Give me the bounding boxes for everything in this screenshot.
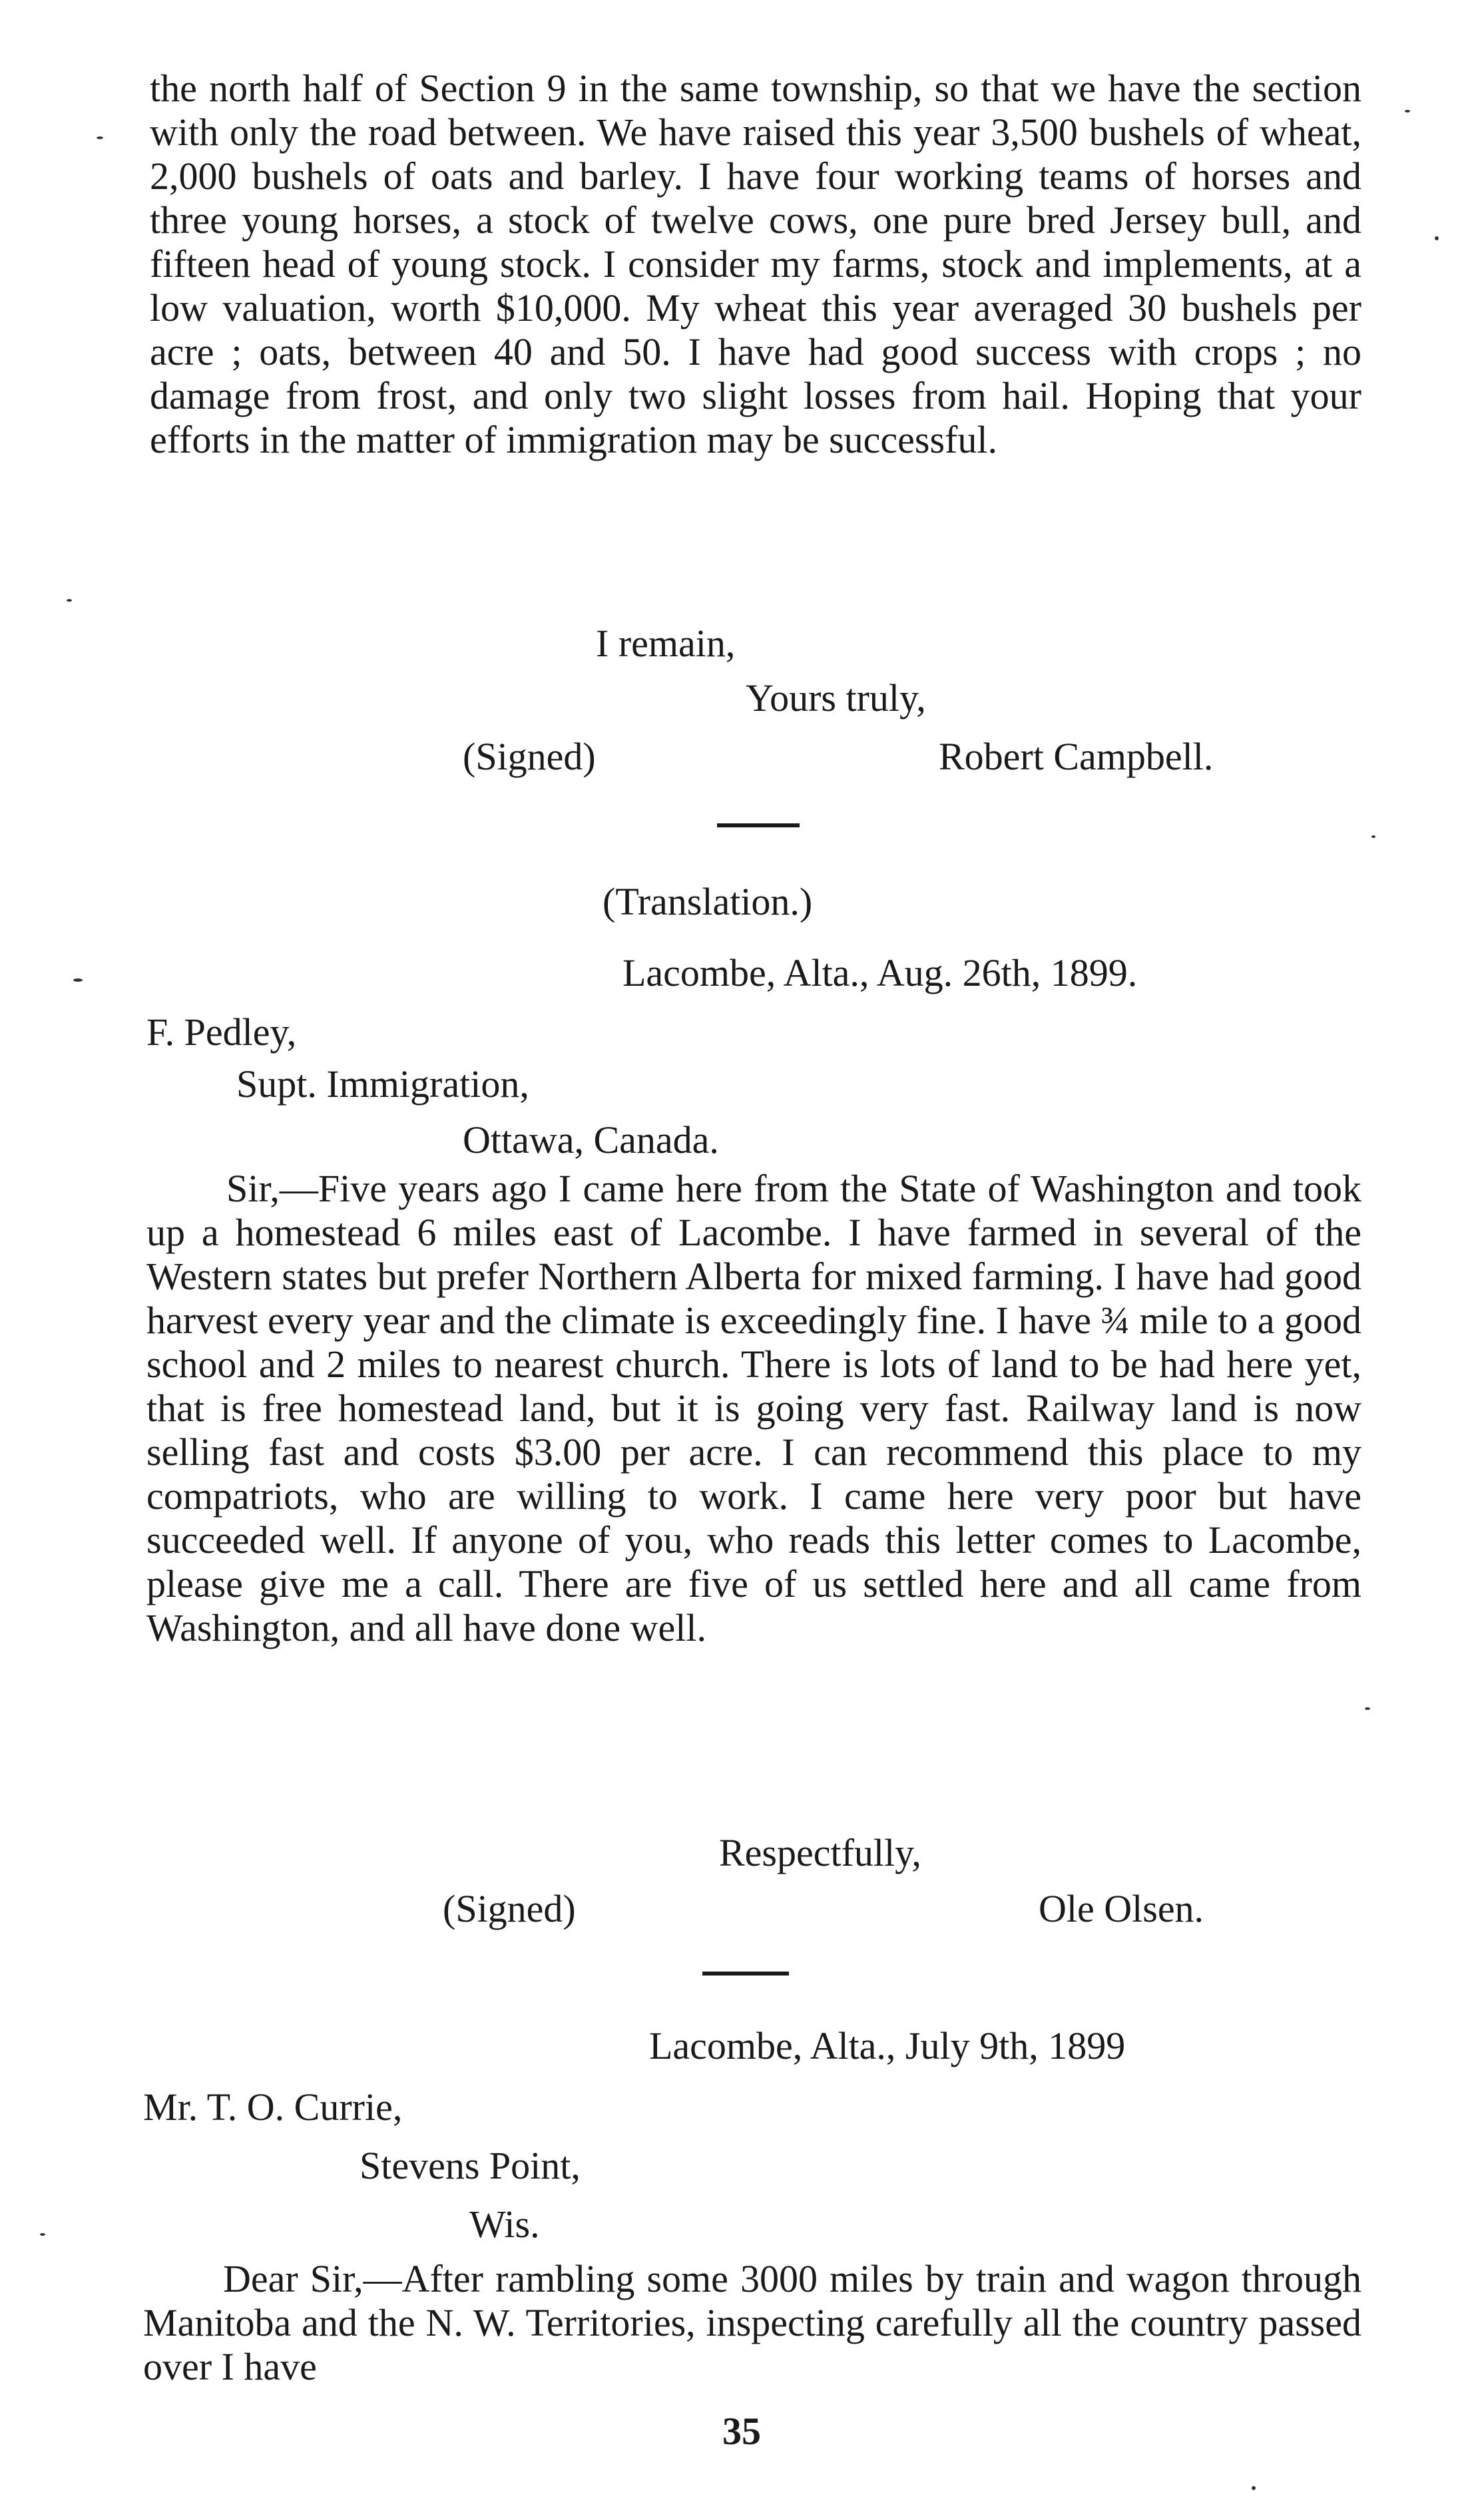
letter1-body: the north half of Section 9 in the same township, so that we have the section with only the road between. We have raised this year 3,500 bushels of wheat, 2,000 bushels of oats and barley. I have four working teams of horses and three young horses, a stock of twelve cows, one pure bred Jersey bull, and fifteen head of young stock. I consider my farms, stock and implements, at a low valuation, worth $10,000. My wheat this year averaged 30 bushels per acre ; oats, between 40 and 50. I have had good success with crops ; no damage from frost, and only two slight losses from hail. Hoping that your efforts in the matter of immigration may be successful.	[150, 67, 1361, 461]
scan-speck	[1371, 835, 1375, 838]
scan-speck	[73, 978, 83, 982]
letter3-address-line1: Stevens Point,	[360, 2144, 581, 2187]
letter2-address-line1: Supt. Immigration,	[236, 1062, 529, 1106]
letter2-valediction: Respectfully,	[719, 1831, 921, 1874]
scan-speck	[1252, 2486, 1256, 2490]
letter2-addressee: F. Pedley,	[146, 1010, 297, 1054]
letter2-translation-note: (Translation.)	[603, 880, 813, 923]
letter1-valediction: Yours truly,	[746, 676, 926, 720]
letter3-addressee: Mr. T. O. Currie,	[143, 2085, 403, 2129]
letter2-body: Sir,—Five years ago I came here from the State of Washington and took up a homestead 6 miles east of Lacombe. I have farmed in several of the Western states but prefer Northern Alberta for mixed farming. I have had good harvest every year and the climate is exceedingly fine. I have ¾ mile to a good school and 2 miles to nearest church. There is lots of land to be had here yet, that is free homestead land, but it is going very fast. Railway land is now selling fast and costs $3.00 per acre. I can recommend this place to my compatriots, who are willing to work. I came here very poor but have succeeded well. If anyone of you, who reads this letter comes to Lacombe, please give me a call. There are five of us settled here and all came from Washington, and all have done well.	[146, 1167, 1361, 1649]
section-divider	[717, 823, 800, 827]
section-divider	[702, 1972, 789, 1976]
letter1-signature: Robert Campbell.	[939, 735, 1214, 778]
letter3-body: Dear Sir,—After rambling some 3000 miles by train and wagon through Manitoba and the N. W. Territories, inspecting carefully all the country passed over I have	[143, 2257, 1361, 2388]
scan-speck	[1405, 110, 1410, 112]
scan-speck	[40, 2233, 45, 2236]
letter2-signed-label: (Signed)	[443, 1887, 576, 1930]
letter2-signature: Ole Olsen.	[1039, 1887, 1204, 1930]
letter3-dateline: Lacombe, Alta., July 9th, 1899	[649, 2024, 1126, 2067]
letter2-address-line2: Ottawa, Canada.	[463, 1118, 719, 1161]
page-number: 35	[722, 2410, 761, 2453]
letter1-closing: I remain,	[596, 622, 736, 665]
letter2-dateline: Lacombe, Alta., Aug. 26th, 1899.	[622, 951, 1138, 994]
scan-speck	[1435, 236, 1439, 240]
letter3-address-line2: Wis.	[469, 2203, 540, 2246]
letter1-signed-label: (Signed)	[463, 735, 596, 778]
scan-speck	[67, 599, 72, 602]
scan-speck	[97, 136, 103, 139]
scan-speck	[1365, 1707, 1370, 1710]
